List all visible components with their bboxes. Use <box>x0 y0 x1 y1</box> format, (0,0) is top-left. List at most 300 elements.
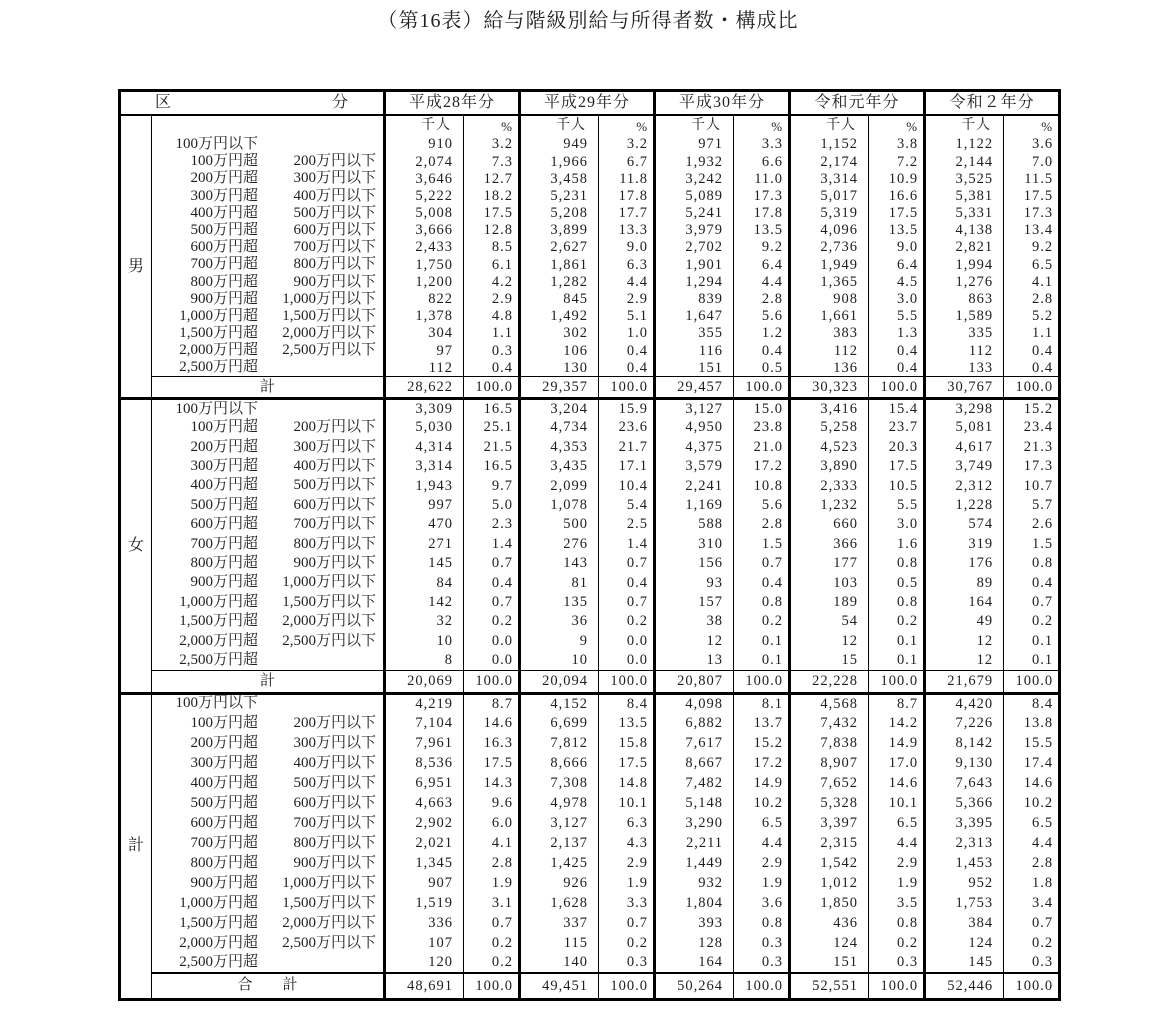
percent-value-cell: 21.7 <box>599 437 655 456</box>
thousand-value-cell: 1,228 <box>925 496 1004 515</box>
total-percent-cell: 100.0 <box>734 670 790 693</box>
category-header <box>120 91 385 116</box>
percent-value-cell: 0.3 <box>1004 953 1060 973</box>
percent-value-cell: 8.5 <box>464 239 520 256</box>
class-lower-bound: 800万円超 <box>190 273 258 290</box>
class-upper-bound: 700万円以下 <box>293 239 376 256</box>
total-thousand-cell: 21,679 <box>925 670 1004 693</box>
thousand-value-cell: 3,979 <box>655 222 734 239</box>
percent-value-cell: 0.7 <box>464 554 520 573</box>
percent-value-cell: 9.0 <box>599 239 655 256</box>
percent-value-cell: 0.7 <box>464 593 520 612</box>
percent-value-cell: 3.0 <box>869 515 925 534</box>
percent-value-cell: 20.3 <box>869 437 925 456</box>
percent-label: % <box>464 115 520 136</box>
thousand-value-cell: 49 <box>925 612 1004 631</box>
class-upper-bound: 900万円以下 <box>293 554 376 571</box>
class-upper-bound: 200万円以下 <box>293 714 376 731</box>
salary-class-row <box>120 274 1060 291</box>
salary-class-cell <box>152 153 385 170</box>
thousand-value-cell: 952 <box>925 873 1004 893</box>
section-total-row <box>120 973 1060 999</box>
class-lower-bound: 600万円超 <box>190 239 258 256</box>
section-total-row <box>120 670 1060 693</box>
salary-class-row <box>120 256 1060 273</box>
percent-value-cell: 13.3 <box>599 222 655 239</box>
class-upper-bound: 300万円以下 <box>293 170 376 187</box>
percent-value-cell: 3.5 <box>869 893 925 913</box>
percent-value-cell: 6.5 <box>734 813 790 833</box>
salary-class-table <box>118 89 1061 1001</box>
thousand-value-cell: 157 <box>655 593 734 612</box>
thousand-value-cell: 151 <box>655 359 734 376</box>
percent-value-cell: 6.5 <box>869 813 925 833</box>
percent-value-cell: 17.4 <box>1004 753 1060 773</box>
class-lower-bound: 100万円以下 <box>175 695 258 712</box>
percent-label: % <box>734 115 790 136</box>
thousand-value-cell: 81 <box>520 573 599 592</box>
total-thousand-cell: 29,457 <box>655 377 734 399</box>
percent-value-cell: 2.9 <box>599 291 655 308</box>
salary-class-row <box>120 593 1060 612</box>
thousand-value-cell: 335 <box>925 325 1004 342</box>
class-upper-bound: 1,500万円以下 <box>282 307 376 324</box>
percent-value-cell: 9.2 <box>1004 239 1060 256</box>
total-percent-cell: 100.0 <box>734 973 790 999</box>
salary-class-row <box>120 953 1060 973</box>
thousand-value-cell: 124 <box>790 933 869 953</box>
percent-value-cell: 1.5 <box>1004 534 1060 553</box>
salary-class-row <box>120 534 1060 553</box>
salary-class-cell <box>152 291 385 308</box>
thousand-value-cell: 130 <box>520 359 599 376</box>
class-lower-bound: 2,000万円超 <box>179 632 258 649</box>
thousand-value-cell: 2,137 <box>520 833 599 853</box>
percent-value-cell: 8.4 <box>599 693 655 713</box>
thousand-value-cell: 3,290 <box>655 813 734 833</box>
percent-value-cell: 14.3 <box>464 773 520 793</box>
year-header-row <box>120 91 1060 116</box>
percent-value-cell: 0.4 <box>1004 573 1060 592</box>
thousand-value-cell: 176 <box>925 554 1004 573</box>
thousand-value-cell: 4,152 <box>520 693 599 713</box>
percent-value-cell: 2.8 <box>734 515 790 534</box>
salary-class-cell <box>152 496 385 515</box>
salary-class-cell <box>152 733 385 753</box>
thousand-value-cell: 336 <box>385 913 464 933</box>
salary-class-cell <box>152 239 385 256</box>
salary-class-cell <box>152 222 385 239</box>
percent-value-cell: 11.8 <box>599 170 655 187</box>
thousand-value-cell: 4,663 <box>385 793 464 813</box>
percent-value-cell: 4.4 <box>734 274 790 291</box>
percent-value-cell: 3.2 <box>599 136 655 153</box>
salary-class-cell <box>152 793 385 813</box>
percent-value-cell: 0.2 <box>464 953 520 973</box>
percent-value-cell: 17.5 <box>599 753 655 773</box>
total-thousand-cell: 30,767 <box>925 377 1004 399</box>
percent-value-cell: 23.6 <box>599 418 655 437</box>
salary-class-row <box>120 893 1060 913</box>
percent-label: % <box>869 115 925 136</box>
thousand-value-cell: 1,345 <box>385 853 464 873</box>
salary-class-row <box>120 813 1060 833</box>
percent-value-cell: 0.4 <box>1004 342 1060 359</box>
salary-class-cell <box>152 418 385 437</box>
percent-value-cell: 0.7 <box>734 554 790 573</box>
percent-value-cell: 0.8 <box>1004 554 1060 573</box>
class-lower-bound: 700万円超 <box>190 535 258 552</box>
salary-class-cell <box>152 713 385 733</box>
percent-value-cell: 3.0 <box>869 291 925 308</box>
salary-class-cell <box>152 534 385 553</box>
thousand-value-cell: 1,949 <box>790 256 869 273</box>
thousand-value-cell: 9 <box>520 631 599 650</box>
thousand-value-cell: 97 <box>385 342 464 359</box>
thousand-value-cell: 103 <box>790 573 869 592</box>
salary-class-row <box>120 136 1060 153</box>
thousand-value-cell: 93 <box>655 573 734 592</box>
class-upper-bound: 400万円以下 <box>293 457 376 474</box>
percent-value-cell: 5.0 <box>464 496 520 515</box>
thousand-value-cell: 1,850 <box>790 893 869 913</box>
salary-class-cell <box>152 773 385 793</box>
thousand-value-cell: 5,381 <box>925 188 1004 205</box>
percent-value-cell: 0.2 <box>464 612 520 631</box>
percent-value-cell: 0.7 <box>599 593 655 612</box>
percent-value-cell: 21.5 <box>464 437 520 456</box>
thousand-value-cell: 7,652 <box>790 773 869 793</box>
percent-value-cell: 6.5 <box>1004 256 1060 273</box>
total-percent-cell: 100.0 <box>1004 973 1060 999</box>
thousand-value-cell: 145 <box>385 554 464 573</box>
thousand-value-cell: 5,030 <box>385 418 464 437</box>
class-upper-bound: 600万円以下 <box>293 222 376 239</box>
percent-value-cell: 0.0 <box>599 631 655 650</box>
class-upper-bound: 1,500万円以下 <box>282 593 376 610</box>
class-column-spacer <box>152 115 385 136</box>
unit-header-row <box>120 115 1060 136</box>
thousand-value-cell: 8,907 <box>790 753 869 773</box>
percent-value-cell: 17.7 <box>599 205 655 222</box>
salary-class-row <box>120 651 1060 670</box>
year-header-r2: 令和２年分 <box>925 91 1060 116</box>
percent-value-cell: 1.8 <box>1004 873 1060 893</box>
percent-value-cell: 0.2 <box>464 933 520 953</box>
thousand-value-cell: 1,943 <box>385 476 464 495</box>
thousand-value-cell: 10 <box>385 631 464 650</box>
percent-value-cell: 1.9 <box>464 873 520 893</box>
percent-value-cell: 8.7 <box>464 693 520 713</box>
salary-class-cell <box>152 308 385 325</box>
thousand-value-cell: 997 <box>385 496 464 515</box>
percent-value-cell: 16.6 <box>869 188 925 205</box>
class-upper-bound: 500万円以下 <box>293 477 376 494</box>
thousand-value-cell: 8 <box>385 651 464 670</box>
thousand-value-cell: 470 <box>385 515 464 534</box>
percent-value-cell: 1.2 <box>734 325 790 342</box>
percent-value-cell: 25.1 <box>464 418 520 437</box>
thousand-value-cell: 2,021 <box>385 833 464 853</box>
percent-value-cell: 0.2 <box>599 612 655 631</box>
percent-value-cell: 14.6 <box>869 773 925 793</box>
thousand-value-cell: 116 <box>655 342 734 359</box>
percent-value-cell: 10.7 <box>1004 476 1060 495</box>
percent-value-cell: 14.6 <box>464 713 520 733</box>
class-lower-bound: 400万円超 <box>190 477 258 494</box>
thousand-value-cell: 2,144 <box>925 153 1004 170</box>
percent-value-cell: 4.2 <box>464 274 520 291</box>
class-upper-bound: 1,000万円以下 <box>282 290 376 307</box>
salary-class-row <box>120 205 1060 222</box>
percent-value-cell: 0.2 <box>1004 612 1060 631</box>
class-lower-bound: 400万円超 <box>190 204 258 221</box>
percent-value-cell: 2.9 <box>464 291 520 308</box>
thousand-value-cell: 949 <box>520 136 599 153</box>
unit-label: 千人 <box>520 115 599 136</box>
class-lower-bound: 1,000万円超 <box>179 894 258 911</box>
unit-label: 千人 <box>925 115 1004 136</box>
class-lower-bound: 1,500万円超 <box>179 613 258 630</box>
thousand-value-cell: 7,432 <box>790 713 869 733</box>
salary-class-cell <box>152 256 385 273</box>
thousand-value-cell: 2,702 <box>655 239 734 256</box>
percent-value-cell: 15.0 <box>734 399 790 418</box>
percent-value-cell: 17.5 <box>464 753 520 773</box>
class-lower-bound: 800万円超 <box>190 854 258 871</box>
percent-value-cell: 10.8 <box>734 476 790 495</box>
percent-value-cell: 2.8 <box>1004 291 1060 308</box>
percent-value-cell: 13.7 <box>734 713 790 733</box>
class-upper-bound: 700万円以下 <box>293 814 376 831</box>
thousand-value-cell: 2,821 <box>925 239 1004 256</box>
percent-value-cell: 0.1 <box>1004 651 1060 670</box>
thousand-value-cell: 5,017 <box>790 188 869 205</box>
salary-class-row <box>120 773 1060 793</box>
salary-class-cell <box>152 325 385 342</box>
percent-value-cell: 1.1 <box>1004 325 1060 342</box>
salary-class-cell <box>152 205 385 222</box>
percent-value-cell: 0.1 <box>734 631 790 650</box>
percent-value-cell: 9.6 <box>464 793 520 813</box>
thousand-value-cell: 3,204 <box>520 399 599 418</box>
percent-value-cell: 5.6 <box>734 496 790 515</box>
class-upper-bound: 500万円以下 <box>293 774 376 791</box>
class-lower-bound: 800万円超 <box>190 554 258 571</box>
percent-value-cell: 6.6 <box>734 153 790 170</box>
percent-value-cell: 0.4 <box>1004 359 1060 376</box>
percent-value-cell: 5.7 <box>1004 496 1060 515</box>
percent-value-cell: 1.3 <box>869 325 925 342</box>
thousand-value-cell: 971 <box>655 136 734 153</box>
salary-class-row <box>120 873 1060 893</box>
thousand-value-cell: 1,804 <box>655 893 734 913</box>
thousand-value-cell: 3,458 <box>520 170 599 187</box>
salary-class-cell <box>152 437 385 456</box>
thousand-value-cell: 2,241 <box>655 476 734 495</box>
thousand-value-cell: 133 <box>925 359 1004 376</box>
year-header-h28: 平成28年分 <box>385 91 520 116</box>
thousand-value-cell: 276 <box>520 534 599 553</box>
percent-value-cell: 9.2 <box>734 239 790 256</box>
percent-value-cell: 1.6 <box>869 534 925 553</box>
class-lower-bound: 1,500万円超 <box>179 325 258 342</box>
thousand-value-cell: 588 <box>655 515 734 534</box>
total-thousand-cell: 50,264 <box>655 973 734 999</box>
thousand-value-cell: 3,298 <box>925 399 1004 418</box>
thousand-value-cell: 5,241 <box>655 205 734 222</box>
thousand-value-cell: 2,074 <box>385 153 464 170</box>
percent-value-cell: 0.3 <box>734 933 790 953</box>
percent-value-cell: 10.9 <box>869 170 925 187</box>
percent-value-cell: 0.7 <box>1004 593 1060 612</box>
thousand-value-cell: 4,950 <box>655 418 734 437</box>
percent-value-cell: 16.5 <box>464 399 520 418</box>
thousand-value-cell: 2,211 <box>655 833 734 853</box>
percent-value-cell: 0.2 <box>1004 933 1060 953</box>
percent-value-cell: 2.9 <box>599 853 655 873</box>
thousand-value-cell: 115 <box>520 933 599 953</box>
percent-value-cell: 13.5 <box>869 222 925 239</box>
percent-value-cell: 4.1 <box>464 833 520 853</box>
class-lower-bound: 700万円超 <box>190 256 258 273</box>
salary-class-row <box>120 496 1060 515</box>
percent-value-cell: 0.4 <box>869 359 925 376</box>
total-thousand-cell: 49,451 <box>520 973 599 999</box>
salary-class-row <box>120 713 1060 733</box>
salary-class-row <box>120 753 1060 773</box>
percent-value-cell: 0.4 <box>869 342 925 359</box>
salary-class-row <box>120 693 1060 713</box>
thousand-value-cell: 5,231 <box>520 188 599 205</box>
class-upper-bound: 600万円以下 <box>293 794 376 811</box>
class-lower-bound: 1,000万円超 <box>179 593 258 610</box>
class-upper-bound: 200万円以下 <box>293 419 376 436</box>
salary-class-cell <box>152 136 385 153</box>
salary-class-row <box>120 222 1060 239</box>
salary-class-cell <box>152 573 385 592</box>
percent-value-cell: 6.7 <box>599 153 655 170</box>
thousand-value-cell: 926 <box>520 873 599 893</box>
class-lower-bound: 200万円超 <box>190 438 258 455</box>
salary-class-row <box>120 631 1060 650</box>
class-upper-bound: 800万円以下 <box>293 256 376 273</box>
total-row-label: 合 計 <box>152 973 385 999</box>
thousand-value-cell: 1,282 <box>520 274 599 291</box>
thousand-value-cell: 8,667 <box>655 753 734 773</box>
percent-value-cell: 0.1 <box>1004 631 1060 650</box>
percent-value-cell: 21.3 <box>1004 437 1060 456</box>
percent-value-cell: 0.0 <box>464 651 520 670</box>
percent-value-cell: 1.9 <box>869 873 925 893</box>
thousand-value-cell: 189 <box>790 593 869 612</box>
table-header <box>120 91 1060 137</box>
gender-column-spacer <box>120 115 152 136</box>
thousand-value-cell: 156 <box>655 554 734 573</box>
percent-value-cell: 17.2 <box>734 753 790 773</box>
class-upper-bound: 2,000万円以下 <box>282 325 376 342</box>
thousand-value-cell: 3,242 <box>655 170 734 187</box>
thousand-value-cell: 2,333 <box>790 476 869 495</box>
percent-value-cell: 0.7 <box>464 913 520 933</box>
thousand-value-cell: 140 <box>520 953 599 973</box>
class-upper-bound: 1,500万円以下 <box>282 894 376 911</box>
class-upper-bound: 2,500万円以下 <box>282 342 376 359</box>
class-lower-bound: 100万円以下 <box>175 136 258 153</box>
thousand-value-cell: 908 <box>790 291 869 308</box>
percent-value-cell: 17.3 <box>734 188 790 205</box>
class-lower-bound: 2,000万円超 <box>179 342 258 359</box>
percent-value-cell: 0.8 <box>734 593 790 612</box>
thousand-value-cell: 4,617 <box>925 437 1004 456</box>
percent-value-cell: 21.0 <box>734 437 790 456</box>
percent-value-cell: 23.4 <box>1004 418 1060 437</box>
class-lower-bound: 2,500万円超 <box>179 651 258 668</box>
salary-class-row <box>120 457 1060 476</box>
thousand-value-cell: 7,812 <box>520 733 599 753</box>
total-thousand-cell: 52,446 <box>925 973 1004 999</box>
thousand-value-cell: 1,276 <box>925 274 1004 291</box>
total-percent-cell: 100.0 <box>599 377 655 399</box>
salary-class-row <box>120 291 1060 308</box>
percent-value-cell: 0.4 <box>599 359 655 376</box>
thousand-value-cell: 4,098 <box>655 693 734 713</box>
thousand-value-cell: 5,258 <box>790 418 869 437</box>
class-upper-bound: 400万円以下 <box>293 754 376 771</box>
class-lower-bound: 2,500万円超 <box>179 954 258 971</box>
thousand-value-cell: 1,492 <box>520 308 599 325</box>
percent-value-cell: 6.3 <box>599 256 655 273</box>
section-grand-total <box>120 693 1060 999</box>
thousand-value-cell: 304 <box>385 325 464 342</box>
percent-value-cell: 0.4 <box>734 573 790 592</box>
thousand-value-cell: 1,012 <box>790 873 869 893</box>
salary-class-cell <box>152 933 385 953</box>
thousand-value-cell: 5,148 <box>655 793 734 813</box>
thousand-value-cell: 135 <box>520 593 599 612</box>
thousand-value-cell: 1,232 <box>790 496 869 515</box>
category-header-right: 分 <box>331 94 349 111</box>
thousand-value-cell: 3,314 <box>385 457 464 476</box>
total-percent-cell: 100.0 <box>464 377 520 399</box>
percent-value-cell: 6.0 <box>464 813 520 833</box>
total-percent-cell: 100.0 <box>1004 377 1060 399</box>
year-header-r1: 令和元年分 <box>790 91 925 116</box>
thousand-value-cell: 177 <box>790 554 869 573</box>
percent-value-cell: 6.1 <box>464 256 520 273</box>
thousand-value-cell: 1,449 <box>655 853 734 873</box>
thousand-value-cell: 3,395 <box>925 813 1004 833</box>
salary-class-row <box>120 515 1060 534</box>
thousand-value-cell: 3,309 <box>385 399 464 418</box>
thousand-value-cell: 6,699 <box>520 713 599 733</box>
percent-value-cell: 17.3 <box>1004 205 1060 222</box>
percent-value-cell: 0.4 <box>464 573 520 592</box>
thousand-value-cell: 2,099 <box>520 476 599 495</box>
percent-value-cell: 0.5 <box>734 359 790 376</box>
total-thousand-cell: 52,551 <box>790 973 869 999</box>
thousand-value-cell: 4,219 <box>385 693 464 713</box>
thousand-value-cell: 12 <box>655 631 734 650</box>
class-lower-bound: 2,000万円超 <box>179 934 258 951</box>
percent-value-cell: 14.8 <box>599 773 655 793</box>
percent-label: % <box>599 115 655 136</box>
thousand-value-cell: 4,568 <box>790 693 869 713</box>
percent-value-cell: 14.9 <box>734 773 790 793</box>
percent-value-cell: 15.4 <box>869 399 925 418</box>
thousand-value-cell: 2,312 <box>925 476 1004 495</box>
thousand-value-cell: 4,420 <box>925 693 1004 713</box>
